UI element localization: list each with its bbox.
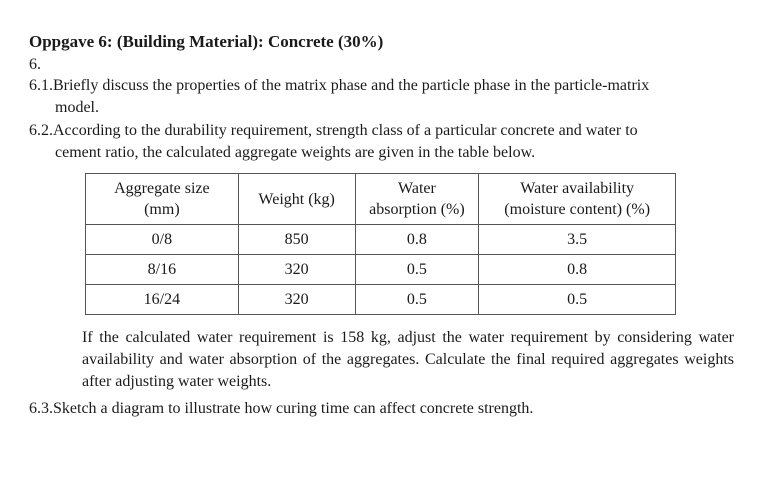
table-cell: 0.5 <box>355 255 479 285</box>
table-cell: 3.5 <box>479 225 676 255</box>
header-water-availability-line-1: Water availability <box>520 180 635 197</box>
header-water-absorption <box>355 174 479 225</box>
question-6-1-line-1: 6.1.Briefly discuss the properties of the matrix phase and the particle phase in the particle-matrix <box>29 77 650 94</box>
table-cell: 850 <box>238 225 355 255</box>
header-weight <box>238 174 355 225</box>
table-cell: 8/16 <box>86 255 239 285</box>
task-heading: Oppgave 6: (Building Material): Concrete (30%) <box>29 32 384 51</box>
question-6-2-line-1: 6.2.According to the durability requirement, strength class of a particular concrete and water to <box>29 122 638 139</box>
aggregate-table <box>85 173 676 315</box>
table-cell: 0.5 <box>355 285 479 315</box>
table-cell: 16/24 <box>86 285 239 315</box>
table-header-row <box>86 174 676 225</box>
header-weight-line-1: Weight (kg) <box>258 190 335 208</box>
table-cell: 0.5 <box>479 285 676 315</box>
table-cell: 320 <box>238 255 355 285</box>
question-6-1 <box>29 75 649 119</box>
table-row <box>86 225 676 255</box>
question-6-2 <box>29 120 638 164</box>
header-aggregate-size-line-1: Aggregate size <box>114 180 210 197</box>
table-cell: 0.8 <box>479 255 676 285</box>
table-cell: 320 <box>238 285 355 315</box>
table-row <box>86 255 676 285</box>
table-cell: 0/8 <box>86 225 239 255</box>
header-water-availability <box>479 174 676 225</box>
table-cell: 0.8 <box>355 225 479 255</box>
question-6-2-followup: If the calculated water requirement is 158 kg, adjust the water requirement by considering water availability and water absorption of the aggregates. Calculate the final required aggregates weights after adjusting water weights. <box>82 329 734 390</box>
question-6-1-line-2: model. <box>55 99 99 116</box>
header-water-availability-line-2: (moisture content) (%) <box>504 201 651 218</box>
header-water-absorption-line-2: absorption (%) <box>369 201 465 218</box>
section-number: 6. <box>29 56 41 73</box>
header-aggregate-size-line-2: (mm) <box>144 201 180 218</box>
header-aggregate-size <box>86 174 239 225</box>
question-6-2-line-2: cement ratio, the calculated aggregate weights are given in the table below. <box>55 144 536 161</box>
question-6-3: 6.3.Sketch a diagram to illustrate how curing time can affect concrete strength. <box>29 400 534 417</box>
header-water-absorption-line-1: Water <box>398 180 436 197</box>
table-row <box>86 285 676 315</box>
